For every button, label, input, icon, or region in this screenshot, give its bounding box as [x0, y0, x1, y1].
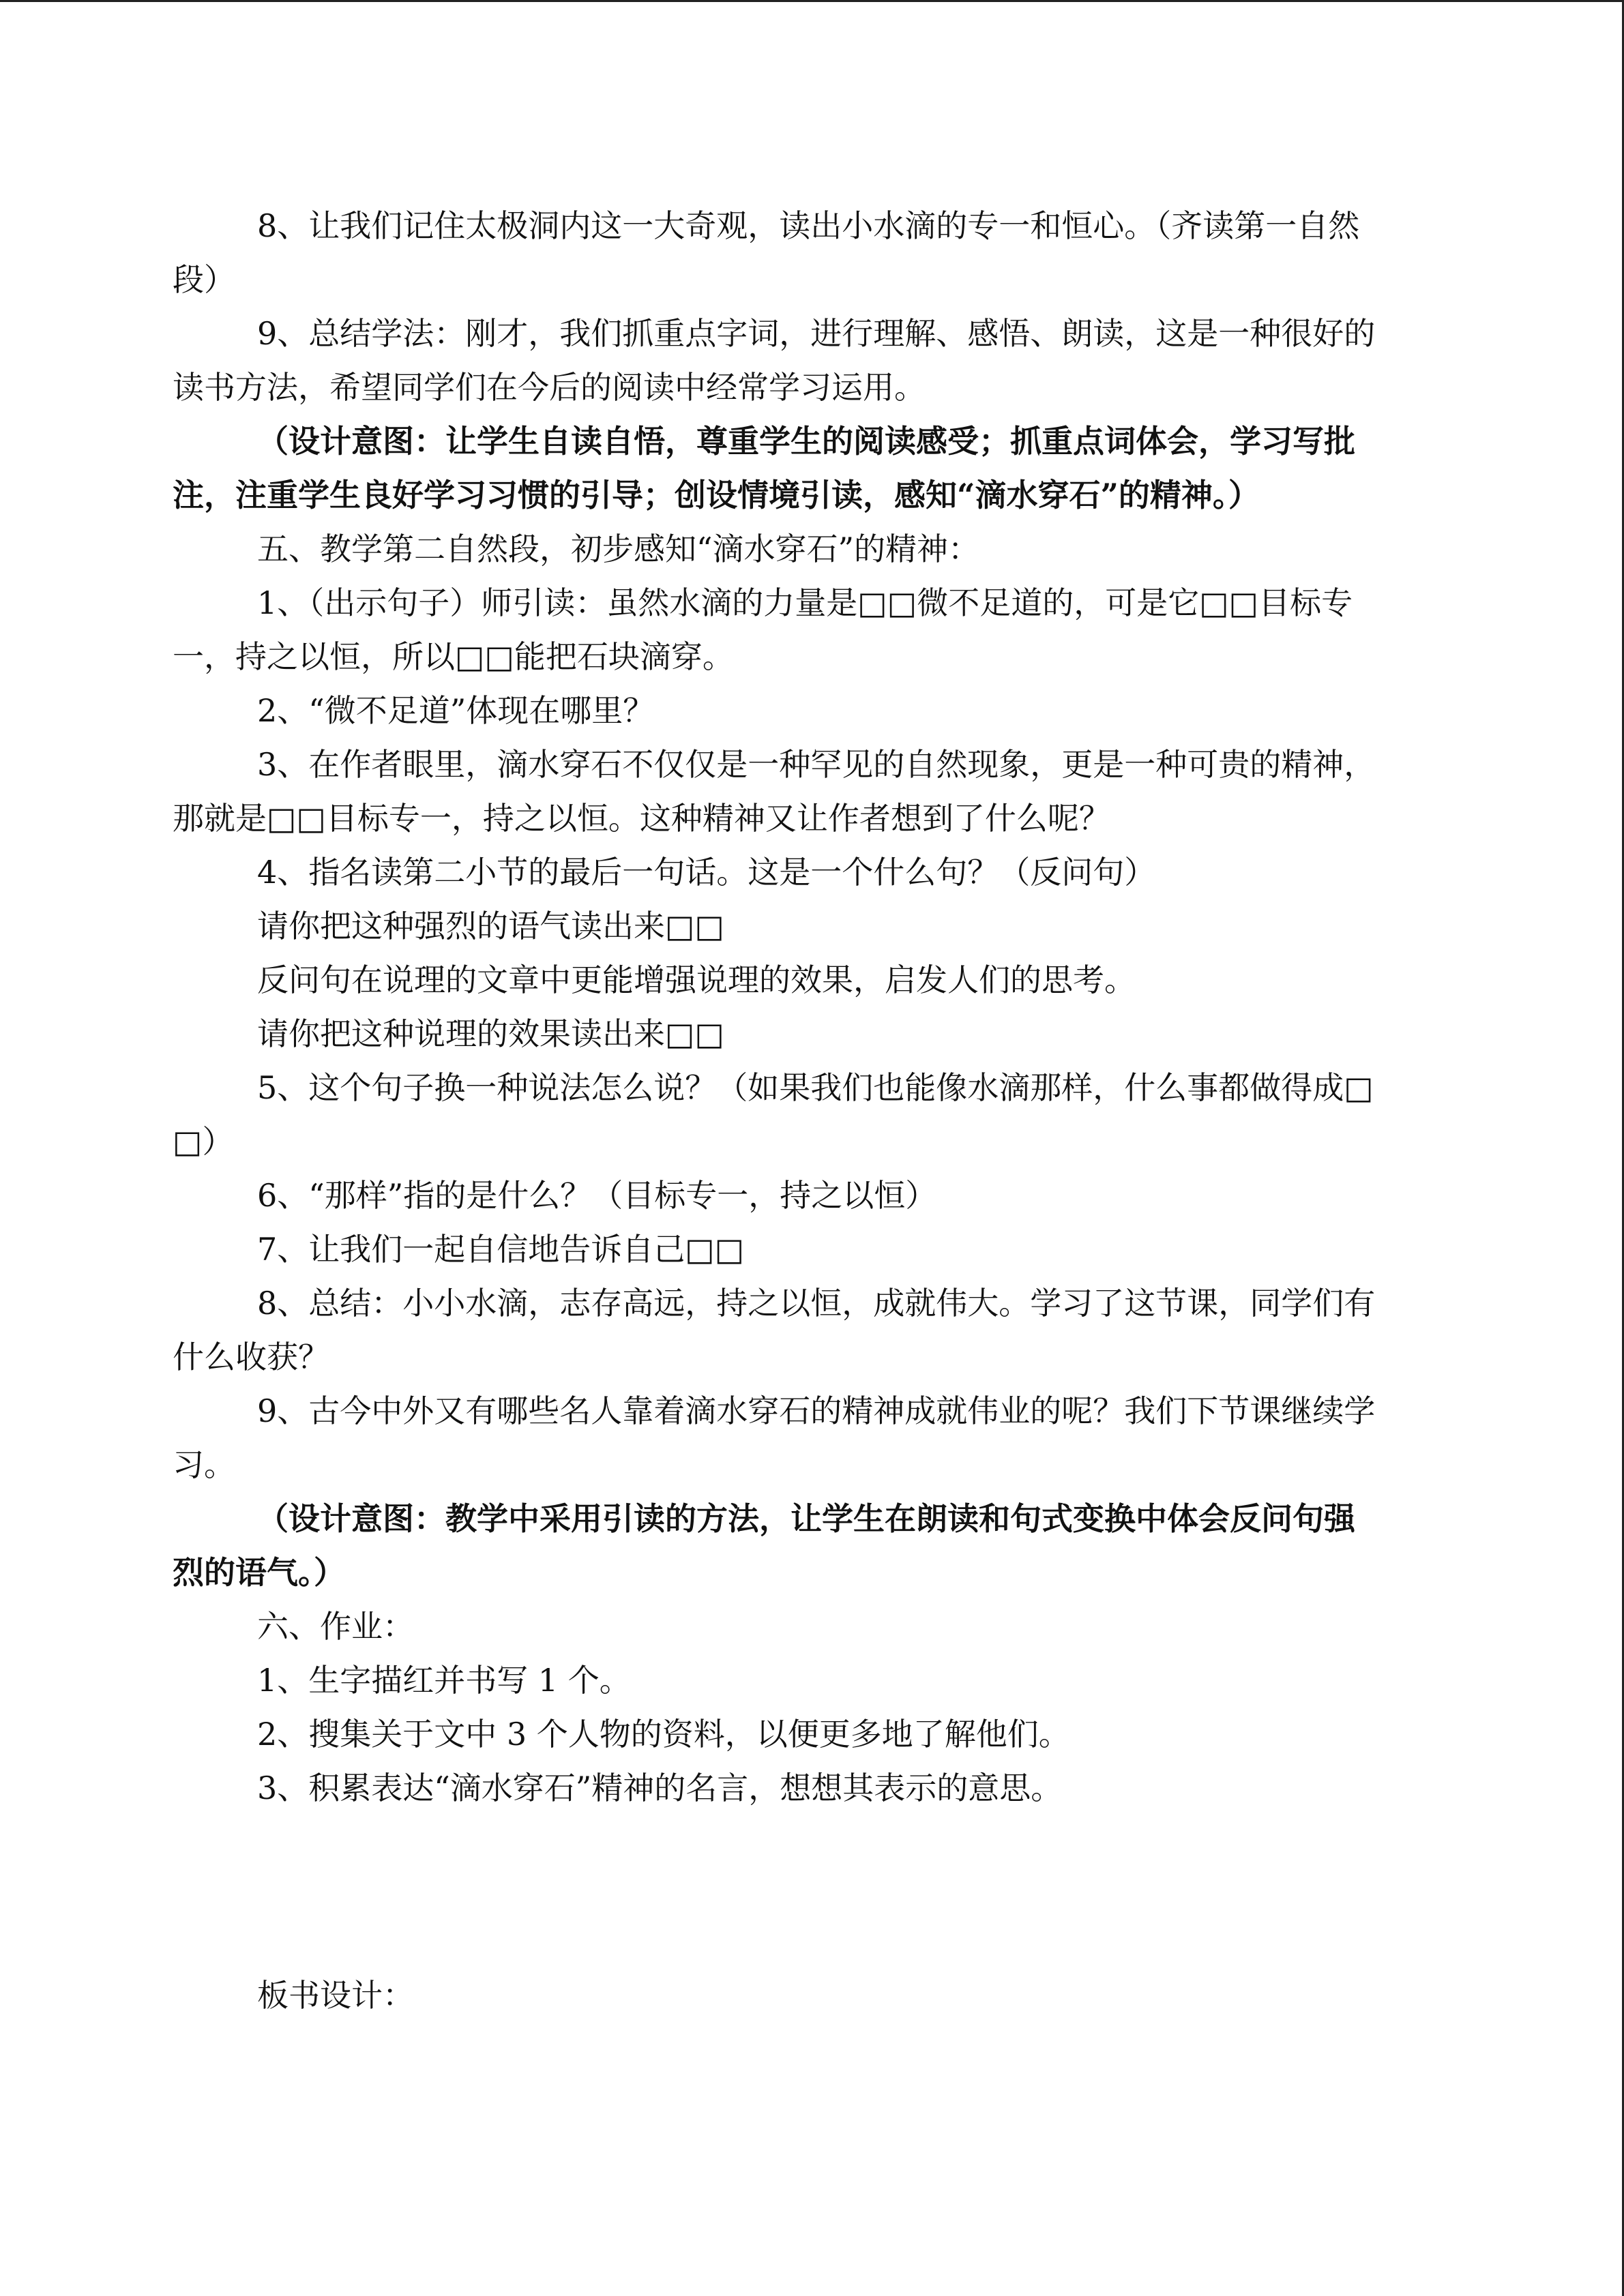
- paragraph-item-2: 2、“微不足道”体现在哪里？: [257, 692, 655, 729]
- paragraph-design-intent-1: （设计意图：让学生自读自悟，尊重学生的阅读感受；抓重点词体会，学习写批注，注重学生良好学习习惯的引导；创设情境引读，感知“滴水穿石”的精神。）: [173, 423, 1355, 513]
- paragraph-item-9: 9、古今中外又有哪些名人靠着滴水穿石的精神成就伟业的呢？我们下节课继续学习。: [173, 1392, 1376, 1483]
- paragraph-item-5: 5、这个句子换一种说法怎么说？（如果我们也能像水滴那样，什么事都做得成□□）: [173, 1069, 1374, 1160]
- blank-space: [173, 1815, 1380, 1969]
- paragraph-item-6: 6、“那样”指的是什么？（目标专一，持之以恒）: [257, 1177, 937, 1214]
- paragraph-read-effect: 请你把这种说理的效果读出来□□: [257, 1015, 724, 1052]
- paragraph-rhetorical-note: 反问句在说理的文章中更能增强说理的效果，启发人们的思考。: [257, 961, 1136, 998]
- board-design-label: 板书设计：: [257, 1977, 414, 2014]
- section-heading-five: 五、教学第二自然段，初步感知“滴水穿石”的精神：: [257, 531, 980, 567]
- paragraph-item-7: 7、让我们一起自信地告诉自己□□: [257, 1231, 745, 1268]
- homework-item-1: 1、生字描红并书写 1 个。: [257, 1662, 631, 1699]
- paragraph-item-8: 8、总结：小小水滴，志存高远，持之以恒，成就伟大。学习了这节课，同学们有什么收获？: [173, 1285, 1376, 1375]
- homework-item-3: 3、积累表达“滴水穿石”精神的名言，想想其表示的意思。: [257, 1770, 1063, 1806]
- paragraph-item-3: 3、在作者眼里，滴水穿石不仅仅是一种罕见的自然现象，更是一种可贵的精神，那就是□□目标专一，持之以恒。这种精神又让作者想到了什么呢？: [173, 746, 1376, 837]
- document-body: [173, 199, 1380, 2023]
- paragraph-item-1: 1、（出示句子）师引读：虽然水滴的力量是□□微不足道的，可是它□□目标专一，持之以恒，所以□□能把石块滴穿。: [173, 584, 1353, 675]
- paragraph-item-4: 4、指名读第二小节的最后一句话。这是一个什么句？（反问句）: [257, 854, 1156, 891]
- homework-item-2: 2、搜集关于文中 3 个人物的资料，以便更多地了解他们。: [257, 1716, 1070, 1753]
- paragraph-step-9-summary: 9、总结学法：刚才，我们抓重点字词，进行理解、感悟、朗读，这是一种很好的读书方法，希望同学们在今后的阅读中经常学习运用。: [173, 315, 1376, 406]
- paragraph-design-intent-2: （设计意图：教学中采用引读的方法，让学生在朗读和句式变换中体会反问句强烈的语气。）: [173, 1500, 1355, 1591]
- paragraph-step-8-reading: 8、让我们记住太极洞内这一大奇观，读出小水滴的专一和恒心。（齐读第一自然段）: [173, 207, 1360, 298]
- section-heading-six: 六、作业：: [257, 1608, 414, 1645]
- paragraph-read-tone: 请你把这种强烈的语气读出来□□: [257, 908, 724, 944]
- page-top-border: [0, 0, 1624, 2]
